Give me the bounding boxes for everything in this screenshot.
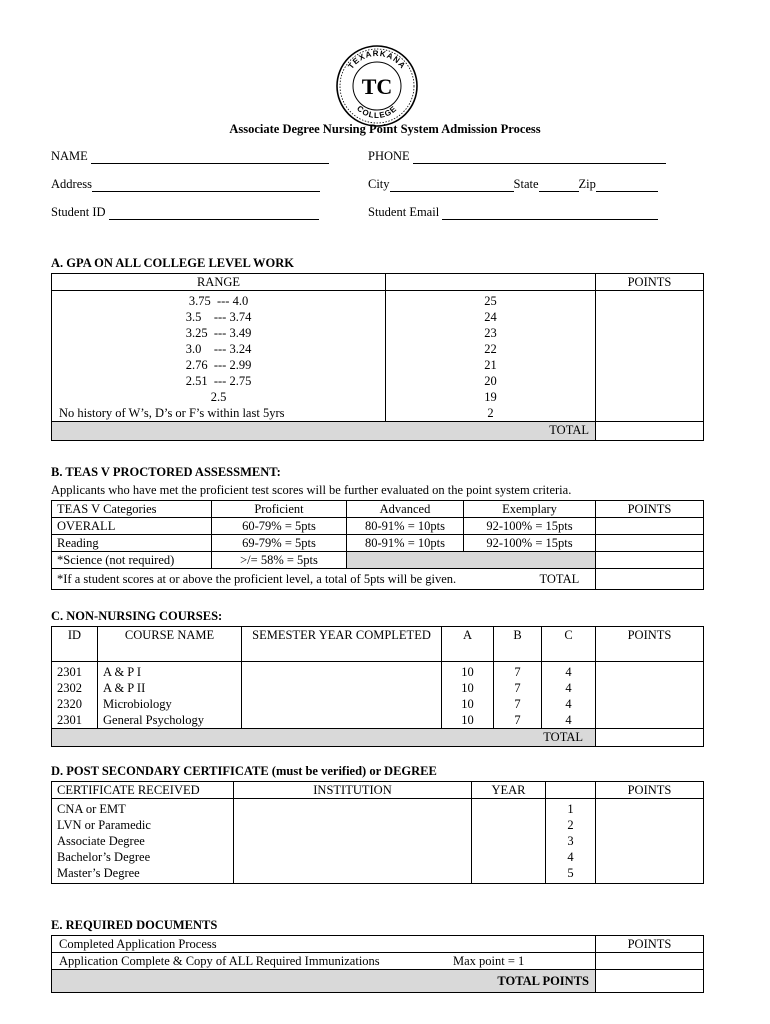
certificate-points-input[interactable] <box>596 865 704 884</box>
total-points-input[interactable] <box>596 970 704 993</box>
grade-c-points: 4 <box>542 696 596 712</box>
student-email-input-line[interactable] <box>442 207 658 220</box>
state-input-line[interactable] <box>539 179 579 192</box>
course-id: 2320 <box>52 696 98 712</box>
range-high: 3.74 <box>229 310 252 324</box>
range-low: 3.25 <box>185 326 208 340</box>
course-a-header: A <box>442 627 494 662</box>
student-id-label: Student ID <box>51 205 106 219</box>
table-row <box>52 953 704 970</box>
range-single: 2.5 <box>52 389 386 405</box>
range-low: 3.5 <box>185 310 202 324</box>
grade-c-points: 4 <box>542 662 596 681</box>
certificate-name: Master’s Degree <box>52 865 234 884</box>
certificate-points-input[interactable] <box>596 849 704 865</box>
semester-input[interactable] <box>242 662 442 681</box>
range-sep: --- <box>213 374 227 388</box>
institution-header: INSTITUTION <box>234 782 472 799</box>
certificate-heading: D. POST SECONDARY CERTIFICATE (must be verified) or DEGREE <box>51 764 437 778</box>
course-points-input[interactable] <box>596 680 704 696</box>
documents-points-input[interactable] <box>596 953 704 970</box>
zip-label: Zip <box>578 177 596 191</box>
gpa-points-input[interactable] <box>596 291 704 310</box>
range-high: 3.49 <box>229 326 252 340</box>
phone-field <box>368 149 666 164</box>
table-row <box>52 535 704 552</box>
gpa-range-header: RANGE <box>52 274 386 291</box>
range-low: 3.0 <box>185 342 202 356</box>
certificate-value: 3 <box>546 833 596 849</box>
table-row <box>52 291 704 310</box>
history-label: No history of W’s, D’s or F’s within last 5yrs <box>52 405 386 422</box>
range-sep: --- <box>213 342 227 356</box>
gpa-total-input[interactable] <box>596 422 704 441</box>
institution-input[interactable] <box>234 799 472 818</box>
gpa-points-value: 20 <box>386 373 596 389</box>
grade-b-points: 7 <box>494 696 542 712</box>
course-points-input[interactable] <box>596 712 704 729</box>
name-label: NAME <box>51 149 88 163</box>
gpa-points-input[interactable] <box>596 373 704 389</box>
gpa-points-value: 21 <box>386 357 596 373</box>
grade-b-points: 7 <box>494 680 542 696</box>
teas-footnote-row <box>52 569 596 590</box>
course-name: Microbiology <box>98 696 242 712</box>
gpa-points-value: 19 <box>386 389 596 405</box>
certificate-header: CERTIFICATE RECEIVED <box>52 782 234 799</box>
city-state-zip-field <box>368 177 658 192</box>
table-row <box>52 325 704 341</box>
gpa-points-input[interactable] <box>596 341 704 357</box>
page-title: Associate Degree Nursing Point System Admission Process <box>229 122 541 136</box>
course-id: 2302 <box>52 680 98 696</box>
course-b-header: B <box>494 627 542 662</box>
table-row <box>52 817 704 833</box>
year-input[interactable] <box>472 849 546 865</box>
course-id: 2301 <box>52 662 98 681</box>
table-row <box>52 712 704 729</box>
table-row <box>52 373 704 389</box>
range-high: 2.75 <box>229 374 252 388</box>
gpa-points-input[interactable] <box>596 405 704 422</box>
table-row <box>52 357 704 373</box>
teas-category: *Science (not required) <box>52 552 212 569</box>
documents-points-header: POINTS <box>596 936 704 953</box>
range-low: 2.76 <box>185 358 208 372</box>
courses-heading: C. NON-NURSING COURSES: <box>51 609 223 623</box>
course-name-header: COURSE NAME <box>98 627 242 662</box>
teas-proficient-header: Proficient <box>212 501 347 518</box>
table-row <box>52 309 704 325</box>
documents-table <box>51 935 704 993</box>
course-id: 2301 <box>52 712 98 729</box>
teas-exemplary: 92-100% = 15pts <box>464 518 596 535</box>
range-sep: --- <box>216 294 230 308</box>
range-high: 4.0 <box>232 294 249 308</box>
range-high: 3.24 <box>229 342 252 356</box>
gpa-points-value: 2 <box>386 405 596 422</box>
grade-a-points: 10 <box>442 712 494 729</box>
teas-total-label: TOTAL <box>539 572 580 586</box>
range-low: 2.51 <box>185 374 208 388</box>
name-field <box>51 149 329 164</box>
teas-category-header: TEAS V Categories <box>52 501 212 518</box>
certificate-name: Bachelor’s Degree <box>52 849 234 865</box>
year-input[interactable] <box>472 865 546 884</box>
documents-row-completed: Completed Application Process <box>52 936 596 953</box>
grade-a-points: 10 <box>442 680 494 696</box>
gpa-points-value: 25 <box>386 291 596 310</box>
certificate-name: CNA or EMT <box>52 799 234 818</box>
table-row <box>52 662 704 681</box>
table-row <box>52 865 704 884</box>
range-high: 2.99 <box>229 358 252 372</box>
table-row <box>52 799 704 818</box>
institution-input[interactable] <box>234 865 472 884</box>
semester-input[interactable] <box>242 712 442 729</box>
seal-monogram: TC <box>361 74 393 99</box>
teas-points-input[interactable] <box>596 518 704 535</box>
teas-category: Reading <box>52 535 212 552</box>
certificate-points-input[interactable] <box>596 799 704 818</box>
teas-category: OVERALL <box>52 518 212 535</box>
city-input-line[interactable] <box>390 179 514 192</box>
gpa-points-value: 22 <box>386 341 596 357</box>
course-points-input[interactable] <box>596 662 704 681</box>
phone-input-line[interactable] <box>413 151 666 164</box>
table-row <box>52 389 704 405</box>
teas-note: Applicants who have met the proficient test scores will be further evaluated on the point system criteria. <box>51 483 572 497</box>
max-point-label: Max point = 1 <box>453 954 525 968</box>
seal-top-text: TEXARKANA <box>346 48 408 71</box>
year-input[interactable] <box>472 817 546 833</box>
grade-b-points: 7 <box>494 662 542 681</box>
teas-proficient: 60-79% = 5pts <box>212 518 347 535</box>
gpa-points-value: 23 <box>386 325 596 341</box>
teas-total-input[interactable] <box>596 569 704 590</box>
gpa-total-label: TOTAL <box>52 422 596 441</box>
certificate-name: LVN or Paramedic <box>52 817 234 833</box>
table-row <box>52 680 704 696</box>
courses-total-label: TOTAL <box>52 729 596 747</box>
teas-footnote: *If a student scores at or above the proficient level, a total of 5pts will be given. <box>57 572 457 586</box>
address-field <box>51 177 320 192</box>
grade-b-points: 7 <box>494 712 542 729</box>
courses-total-input[interactable] <box>596 729 704 747</box>
teas-advanced: 80-91% = 10pts <box>347 518 464 535</box>
teas-advanced-header: Advanced <box>347 501 464 518</box>
certificate-value: 1 <box>546 799 596 818</box>
teas-proficient: >/= 58% = 5pts <box>212 552 347 569</box>
gpa-points-input[interactable] <box>596 325 704 341</box>
table-row <box>52 518 704 535</box>
teas-proficient: 69-79% = 5pts <box>212 535 347 552</box>
table-row <box>52 552 704 569</box>
range-sep: --- <box>213 358 227 372</box>
teas-points-input[interactable] <box>596 535 704 552</box>
teas-heading: B. TEAS V PROCTORED ASSESSMENT: <box>51 465 281 479</box>
teas-points-input[interactable] <box>596 552 704 569</box>
certificate-points-input[interactable] <box>596 833 704 849</box>
semester-input[interactable] <box>242 696 442 712</box>
courses-table <box>51 626 704 747</box>
gpa-points-input[interactable] <box>596 389 704 405</box>
student-email-label: Student Email <box>368 205 440 219</box>
gpa-points-header: POINTS <box>596 274 704 291</box>
state-label: State <box>513 177 539 191</box>
student-email-field <box>368 205 658 220</box>
certificate-value: 5 <box>546 865 596 884</box>
course-semester-header: SEMESTER YEAR COMPLETED <box>242 627 442 662</box>
certificate-value: 4 <box>546 849 596 865</box>
year-header: YEAR <box>472 782 546 799</box>
course-id-header: ID <box>52 627 98 662</box>
teas-points-header: POINTS <box>596 501 704 518</box>
range-sep: --- <box>213 310 227 324</box>
teas-advanced: 80-91% = 10pts <box>347 535 464 552</box>
range-sep: --- <box>213 326 227 340</box>
course-name: A & P II <box>98 680 242 696</box>
course-points-header: POINTS <box>596 627 704 662</box>
svg-text:COLLEGE <box>355 104 399 120</box>
gpa-points-input[interactable] <box>596 309 704 325</box>
institution-input[interactable] <box>234 833 472 849</box>
teas-exemplary-header: Exemplary <box>464 501 596 518</box>
year-input[interactable] <box>472 799 546 818</box>
grade-c-points: 4 <box>542 680 596 696</box>
grade-a-points: 10 <box>442 696 494 712</box>
course-name: A & P I <box>98 662 242 681</box>
gpa-table <box>51 273 704 441</box>
college-seal <box>335 44 419 128</box>
student-id-field <box>51 205 319 220</box>
course-c-header: C <box>542 627 596 662</box>
course-points-input[interactable] <box>596 696 704 712</box>
table-row <box>52 849 704 865</box>
certificate-points-input[interactable] <box>596 817 704 833</box>
table-row <box>52 696 704 712</box>
gpa-heading: A. GPA ON ALL COLLEGE LEVEL WORK <box>51 256 294 270</box>
grade-c-points: 4 <box>542 712 596 729</box>
address-label: Address <box>51 177 92 191</box>
teas-table <box>51 500 704 590</box>
table-row <box>52 833 704 849</box>
city-label: City <box>368 177 390 191</box>
documents-row-immunizations <box>52 953 596 970</box>
institution-input[interactable] <box>234 817 472 833</box>
grade-a-points: 10 <box>442 662 494 681</box>
course-name: General Psychology <box>98 712 242 729</box>
seal-bottom-text: COLLEGE <box>355 103 399 121</box>
name-input-line[interactable] <box>91 151 329 164</box>
total-points-label: TOTAL POINTS <box>52 970 596 993</box>
teas-exemplary: 92-100% = 15pts <box>464 535 596 552</box>
gpa-points-value: 24 <box>386 309 596 325</box>
certificate-value: 2 <box>546 817 596 833</box>
year-input[interactable] <box>472 833 546 849</box>
address-input-line[interactable] <box>92 179 320 192</box>
phone-label: PHONE <box>368 149 410 163</box>
zip-input-line[interactable] <box>596 179 658 192</box>
institution-input[interactable] <box>234 849 472 865</box>
immunizations-label: Application Complete & Copy of ALL Required Immunizations <box>59 954 380 968</box>
semester-input[interactable] <box>242 680 442 696</box>
gpa-points-input[interactable] <box>596 357 704 373</box>
documents-heading: E. REQUIRED DOCUMENTS <box>51 918 218 932</box>
certificate-name: Associate Degree <box>52 833 234 849</box>
student-id-input-line[interactable] <box>109 207 319 220</box>
certificate-points-header: POINTS <box>596 782 704 799</box>
range-low: 3.75 <box>188 294 211 308</box>
certificate-table <box>51 781 704 884</box>
table-row <box>52 341 704 357</box>
table-row <box>52 405 704 422</box>
